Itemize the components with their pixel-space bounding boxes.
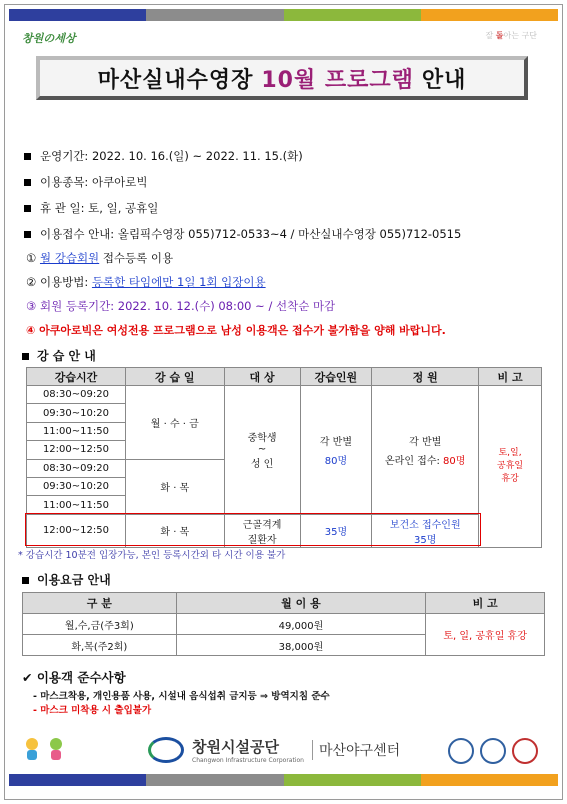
bottom-color-bar [9, 774, 558, 786]
rule-2: - 마스크 미착용 시 출입불가 [33, 705, 152, 716]
fee-table: 구 분 월 이 용 비 고 월,수,금(주3회) 49,000원 토, 일, 공휴일 휴강 화,목(주2회) 38,000원 [22, 592, 545, 656]
cert-badges [448, 738, 538, 764]
slogan-logo: 잘 돌아는 구단 [485, 31, 537, 40]
fee-section-title: 이용요금 안내 [22, 571, 111, 588]
note-1: ① 월 강습회원 접수등록 이용 [26, 251, 174, 265]
cert-badge-icon [480, 738, 506, 764]
note-4: ④ 아쿠아로빅은 여성전용 프로그램으로 남성 이용객은 접수가 불가함을 양해 바랍니다. [26, 324, 446, 337]
top-color-bar [9, 9, 558, 21]
org-logo: 창원시설공단 Changwon Infrastructure Corporation 마산야구센터 [148, 736, 400, 764]
info-closed: 휴 관 일: 토, 일, 공휴일 [24, 200, 158, 216]
note-2: ② 이용방법: 등록한 타임에만 1일 1회 입장이용 [26, 275, 266, 289]
lesson-note: * 강습시간 10분전 입장가능, 본인 등록시간외 타 시간 이용 불가 [18, 550, 286, 561]
rule-1: - 마스크착용, 개인용품 사용, 시설내 음식섭취 금지등 ⇒ 방역지침 준수 [33, 691, 330, 702]
lesson-section-title: 강 습 안 내 [22, 347, 96, 364]
lesson-table: 강습시간 강 습 일 대 상 강습인원 정 원 비 고 08:30~09:20 월 · 수 · 금 중학생 ~ 성 인 각 반별 80명 각 반별 온라인 접수: 80명 토,일, 공휴일 휴강 09:30~10:20 11:00~11:50 12:00~12:50 08:30~09:20 화 · 목 09:30~10:20 11:00~11:50 12:00~12:50 화 · 목 근골격계 질환자 35명 보건소 접수인원 35명 [26, 367, 542, 548]
info-event: 이용종목: 아쿠아로빅 [24, 174, 148, 190]
cert-badge-icon [448, 738, 474, 764]
note-3: ③ 회원 등록기간: 2022. 10. 12.(수) 08:00 ~ / 선착순 마감 [26, 299, 336, 313]
info-contact: 이용접수 안내: 올림픽수영장 055)712-0533~4 / 마산실내수영장 055)712-0515 [24, 226, 461, 242]
emblem-icon [148, 737, 184, 763]
rules-title: ✔ 이용객 준수사항 [22, 670, 126, 685]
city-logo: 창원の세상 [22, 32, 76, 45]
cert-badge-icon [512, 738, 538, 764]
info-period: 운영기간: 2022. 10. 16.(일) ~ 2022. 11. 15.(화) [24, 148, 303, 164]
page-title: 마산실내수영장 10월 프로그램 안내 [36, 56, 528, 100]
mascot-icon [22, 736, 70, 760]
